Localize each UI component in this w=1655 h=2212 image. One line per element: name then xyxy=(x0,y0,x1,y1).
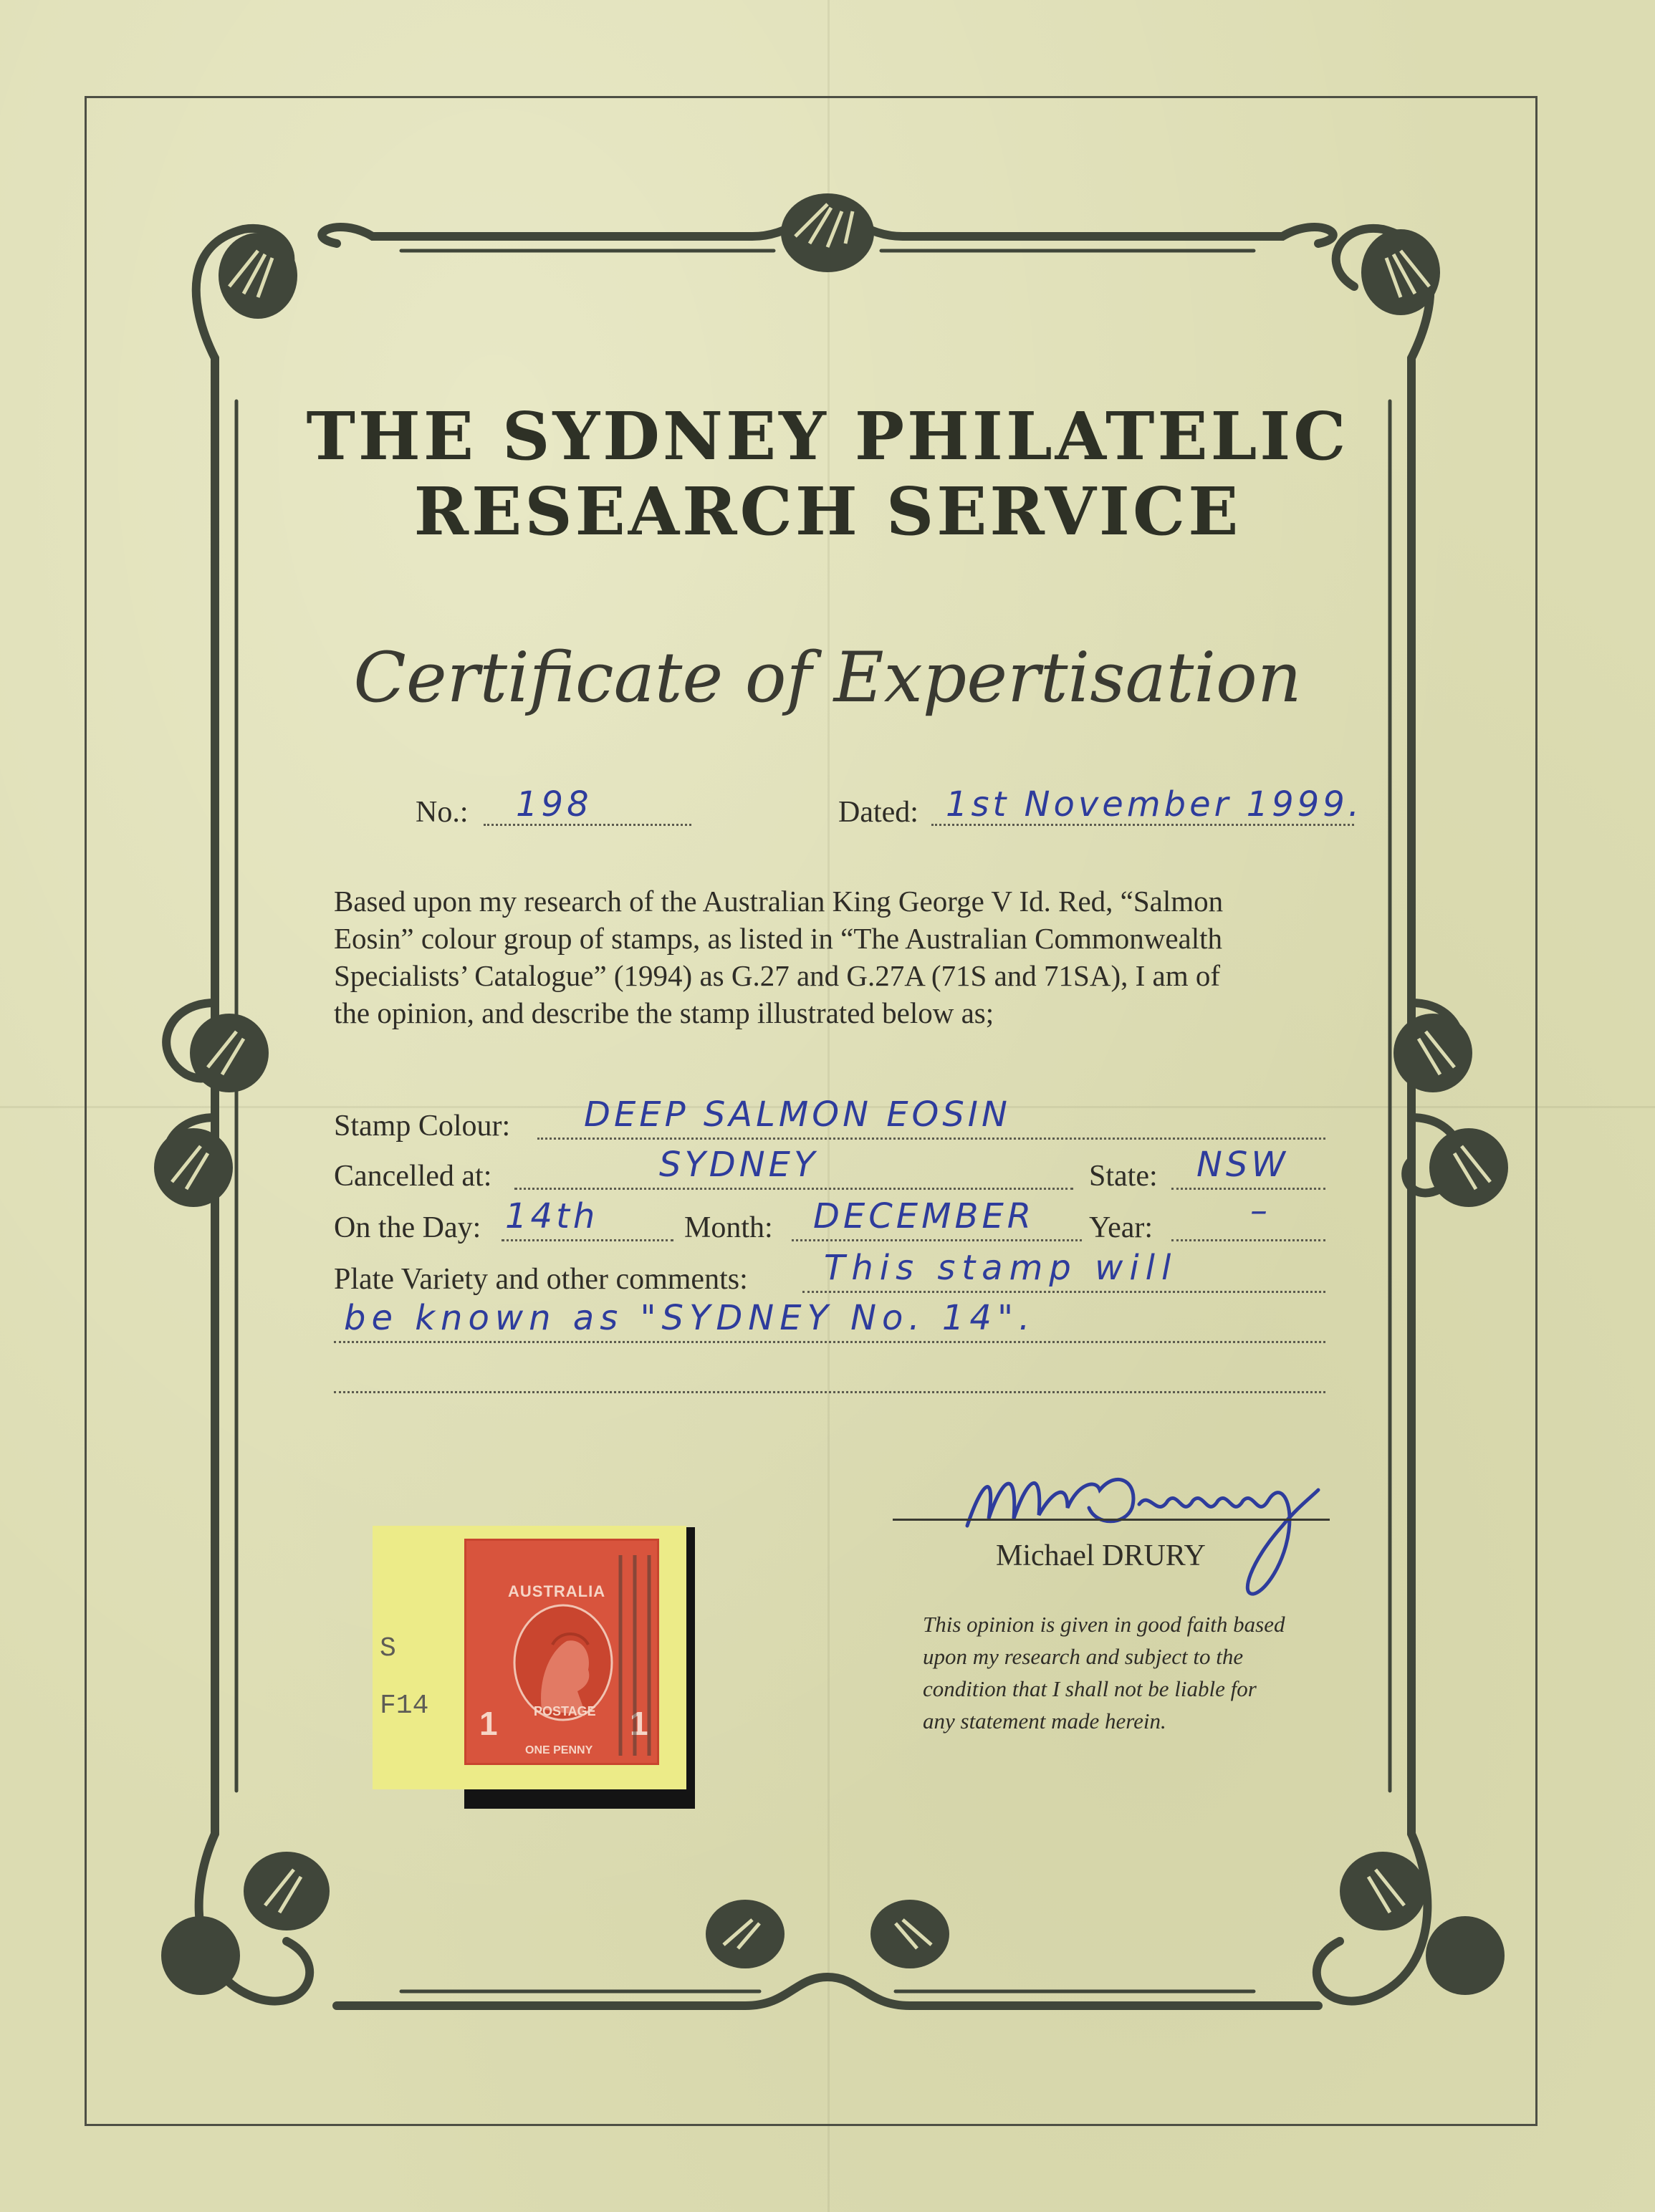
stamp-colour-dotline xyxy=(537,1138,1325,1140)
month-label: Month: xyxy=(684,1211,773,1244)
stamp-colour-value: DEEP SALMON EOSIN xyxy=(584,1095,1011,1135)
stamp-image xyxy=(464,1539,659,1765)
certificate-title: Certificate of Expertisation xyxy=(353,638,1302,718)
stamp-country: AUSTRALIA xyxy=(508,1582,606,1600)
stamp-postage: POSTAGE xyxy=(534,1704,596,1718)
cancelled-at-dotline xyxy=(514,1188,1073,1190)
cancelled-at-label: Cancelled at: xyxy=(334,1160,492,1193)
disclaimer-line: This opinion is given in good faith based xyxy=(923,1612,1285,1637)
certificate-number: 198 xyxy=(516,784,593,824)
day-label: On the Day: xyxy=(334,1211,481,1244)
disclaimer xyxy=(923,1608,1285,1737)
plate-variety-value-1: This stamp will xyxy=(824,1248,1178,1288)
signature-scrawl xyxy=(953,1440,1340,1612)
postmark-fragment: S xyxy=(380,1633,396,1664)
signatory-name: Michael DRURY xyxy=(996,1539,1206,1572)
plate-variety-value-2: be known as "SYDNEY No. 14". xyxy=(344,1298,1036,1338)
number-label: No.: xyxy=(416,796,469,829)
plate-variety-label: Plate Variety and other comments: xyxy=(334,1263,748,1296)
body-paragraph xyxy=(334,883,1337,1032)
state-label: State: xyxy=(1089,1160,1158,1193)
day-dotline xyxy=(502,1239,673,1241)
body-line: the opinion, and describe the stamp illustrated below as; xyxy=(334,996,994,1029)
year-dotline xyxy=(1171,1239,1325,1241)
stamp-denomination-right: 1 xyxy=(630,1705,648,1742)
comment-dotline-3 xyxy=(334,1391,1325,1393)
year-label: Year: xyxy=(1089,1211,1153,1244)
year-value: – xyxy=(1250,1191,1271,1231)
month-value: DECEMBER xyxy=(813,1196,1035,1236)
org-name-line-1: THE SYDNEY PHILATELIC xyxy=(306,398,1349,475)
body-line: Based upon my research of the Australian King George V Id. Red, “Salmon xyxy=(334,885,1224,918)
signature-line xyxy=(893,1519,1330,1521)
body-line: Specialists’ Catalogue” (1994) as G.27 and G.27A (71S and 71SA), I am of xyxy=(334,959,1220,992)
comment-dotline-2 xyxy=(334,1341,1325,1343)
certificate-date: 1st November 1999. xyxy=(946,784,1363,824)
state-value: NSW xyxy=(1196,1145,1289,1185)
state-dotline xyxy=(1171,1188,1325,1190)
plate-variety-dotline xyxy=(802,1291,1325,1293)
day-value: 14th xyxy=(505,1196,599,1236)
stamp-colour-label: Stamp Colour: xyxy=(334,1110,511,1143)
postmark-fragment: F14 xyxy=(380,1691,429,1721)
disclaimer-line: upon my research and subject to the xyxy=(923,1644,1244,1669)
month-dotline xyxy=(792,1239,1082,1241)
body-line: Eosin” colour group of stamps, as listed in “The Australian Commonwealth xyxy=(334,922,1223,955)
disclaimer-line: condition that I shall not be liable for xyxy=(923,1676,1257,1701)
stamp-value-words: ONE PENNY xyxy=(525,1744,593,1756)
stamp-denomination-left: 1 xyxy=(479,1705,498,1742)
cancelled-at-value: SYDNEY xyxy=(659,1145,819,1185)
org-name-line-2: RESEARCH SERVICE xyxy=(413,473,1242,550)
disclaimer-line: any statement made herein. xyxy=(923,1708,1166,1733)
dated-label: Dated: xyxy=(838,796,918,829)
cancellation-bars xyxy=(466,1541,659,1765)
